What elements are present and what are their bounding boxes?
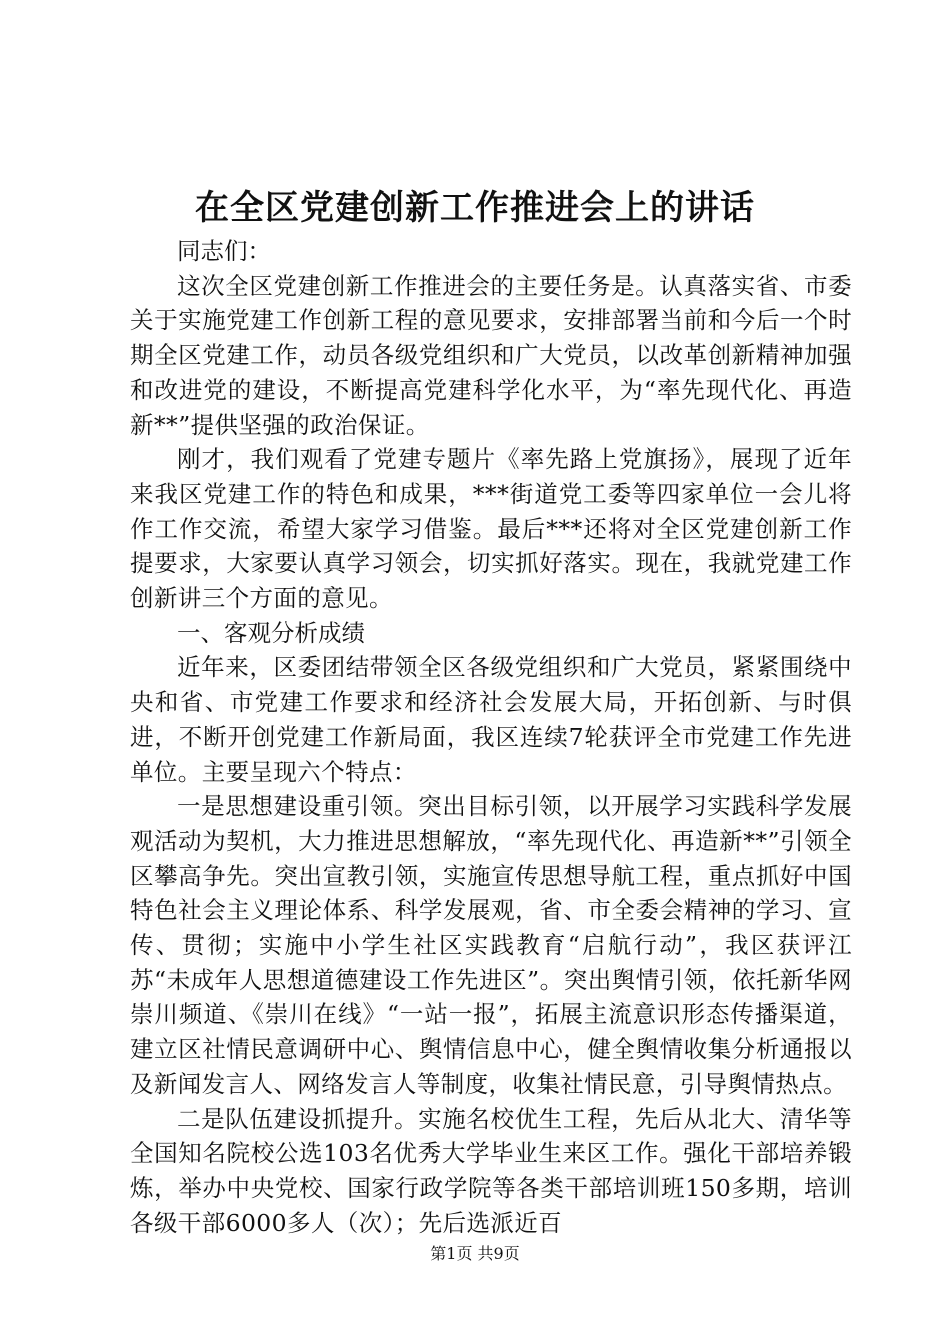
paragraph: 近年来，区委团结带领全区各级党组织和广大党员，紧紧围绕中央和省、市党建工作要求和经济社会发展大局，开拓创新、与时俱进，不断开创党建工作新局面，我区连续7轮获评全市党建工作先进单位。主要呈现六个特点： xyxy=(130,653,852,786)
page-footer: 第1页 共9页 xyxy=(430,1244,520,1263)
paragraph: 刚才，我们观看了党建专题片《率先路上党旗扬》，展现了近年来我区党建工作的特色和成果，***街道党工委等四家单位一会儿将作工作交流，希望大家学习借鉴。最后***还将对全区党建创新工作提要求，大家要认真学习领会，切实抓好落实。现在，我就党建工作创新讲三个方面的意见。 xyxy=(130,445,852,613)
salutation: 同志们： xyxy=(177,237,271,265)
document-body xyxy=(130,234,852,1240)
paragraph: 二是队伍建设抓提升。实施名校优生工程，先后从北大、清华等全国知名院校公选103名优秀大学毕业生来区工作。强化干部培养锻炼，举办中央党校、国家行政学院等各类干部培训班150多期，培训各级干部6000多人（次）；先后选派近百 xyxy=(130,1104,852,1237)
document-title: 在全区党建创新工作推进会上的讲话 xyxy=(195,188,755,228)
paragraph: 这次全区党建创新工作推进会的主要任务是。认真落实省、市委关于实施党建工作创新工程的意见要求，安排部署当前和今后一个时期全区党建工作，动员各级党组织和广大党员，以改革创新精神加强和改进党的建设，不断提高党建科学化水平，为“率先现代化、再造新**”提供坚强的政治保证。 xyxy=(130,271,852,439)
section-heading: 一、客观分析成绩 xyxy=(177,618,365,647)
paragraph: 一是思想建设重引领。突出目标引领，以开展学习实践科学发展观活动为契机，大力推进思想解放，“率先现代化、再造新**”引领全区攀高争先。突出宣教引领，实施宣传思想导航工程，重点抓好中国特色社会主义理论体系、科学发展观，省、市全委会精神的学习、宣传、贯彻；实施中小学生社区实践教育“启航行动”，我区获评江苏“未成年人思想道德建设工作先进区”。突出舆情引领，依托新华网崇川频道、《崇川在线》“一站一报”，拓展主流意识形态传播渠道，建立区社情民意调研中心、舆情信息中心，健全舆情收集分析通报以及新闻发言人、网络发言人等制度，收集社情民意，引导舆情热点。 xyxy=(130,792,852,1098)
